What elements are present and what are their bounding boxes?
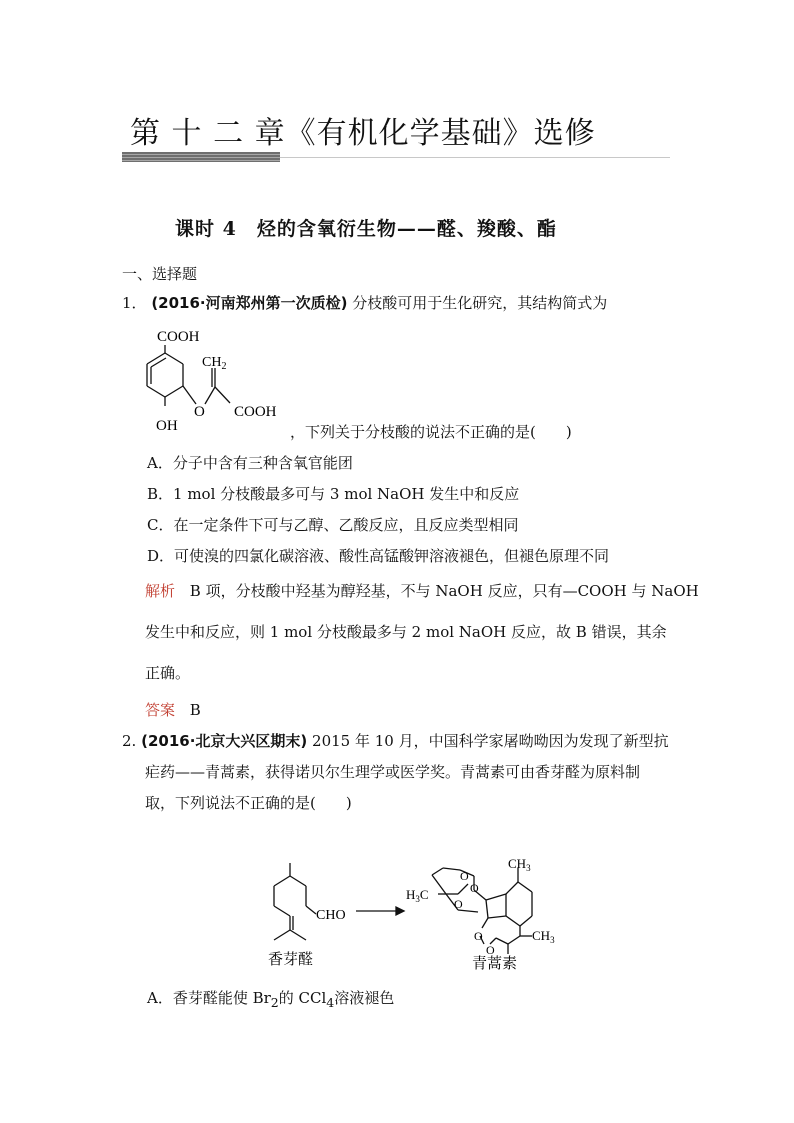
option-b: B．1 mol 分枝酸最多可与 3 mol NaOH 发生中和反应 [147, 485, 520, 503]
reaction-scheme [260, 828, 570, 978]
carbonyl-o-label: O [486, 943, 495, 957]
option-d: D．可使溴的四氯化碳溶液、酸性高锰酸钾溶液褪色，但褪色原理不同 [147, 547, 610, 565]
question-number: 1． [122, 294, 147, 312]
question-2-line-3: 取，下列说法不正确的是( ) [145, 794, 352, 812]
cho-label: CHO [316, 908, 346, 923]
product-label: 青蒿素 [472, 956, 518, 972]
question-text: 分枝酸可用于生化研究，其结构简式为 [352, 294, 608, 312]
ch3-left-label: $H_3C$ [406, 887, 429, 904]
ch3-right-label: $CH_3$ [532, 928, 555, 945]
option-c: C．在一定条件下可与乙醇、乙酸反应，且反应类型相同 [147, 516, 519, 534]
chapter-rule-thin [280, 157, 670, 158]
answer-label: 答案 [145, 701, 176, 719]
structure-label-cooh: COOH [157, 329, 200, 345]
reaction-arrow [356, 907, 404, 915]
question-2-line-1: 2. (2016·北京大兴区期末) 2015 年 10 月，中国科学家屠呦呦因为发现了新型抗 [122, 732, 669, 750]
analysis-line-3: 正确。 [145, 664, 191, 682]
question-number: 2. [122, 732, 137, 750]
reactant-label: 香芽醛 [268, 952, 314, 968]
ch3-top-label: $CH_3$ [508, 856, 531, 873]
section-heading: 一、选择题 [122, 265, 198, 283]
ether-o-label: O [454, 897, 463, 911]
analysis-line-1: 解析 B 项，分枝酸中羟基为醇羟基，不与 NaOH 反应，只有—COOH 与 NaOH [145, 582, 699, 600]
peroxide-o-label-2: O [470, 881, 479, 895]
question-2-line-2: 疟药——青蒿素，获得诺贝尔生理学或医学奖。青蒿素可由香芽醛为原料制 [145, 763, 641, 781]
question-source: (2016·河南郑州第一次质检) [151, 294, 348, 312]
q2-option-a: A．香芽醛能使 $Br_2$的 CCl$_4$溶液褪色 [147, 989, 395, 1010]
structure-label-oh: OH [156, 418, 178, 434]
citronellal-bonds [274, 863, 316, 940]
structure-label-o: O [194, 404, 205, 420]
question-1-stem [122, 292, 607, 314]
lesson-title: 课时 4 烃的含氧衍生物——醛、羧酸、酯 [175, 218, 557, 240]
peroxide-o-label: O [460, 869, 469, 883]
lactone-o-label: O [474, 929, 483, 943]
chorismic-acid-structure [140, 320, 300, 440]
chapter-title: 第 十 二 章《有机化学基础》选修 [130, 116, 596, 151]
analysis-label: 解析 [145, 582, 176, 600]
structure-label-cooh-right: COOH [234, 404, 277, 420]
structure-label-ch2: $CH_2$ [202, 355, 227, 372]
chapter-rule-thick [122, 152, 280, 162]
answer-value: B [189, 701, 201, 719]
answer-line [145, 699, 201, 720]
question-source: (2016·北京大兴区期末) [141, 732, 308, 750]
option-a: A．分子中含有三种含氧官能团 [147, 454, 353, 472]
analysis-line-2: 发生中和反应，则 1 mol 分枝酸最多与 2 mol NaOH 反应，故 B 错误，其余 [145, 623, 667, 641]
question-1-stem-tail: ，下列关于分枝酸的说法不正确的是( ) [290, 423, 572, 441]
